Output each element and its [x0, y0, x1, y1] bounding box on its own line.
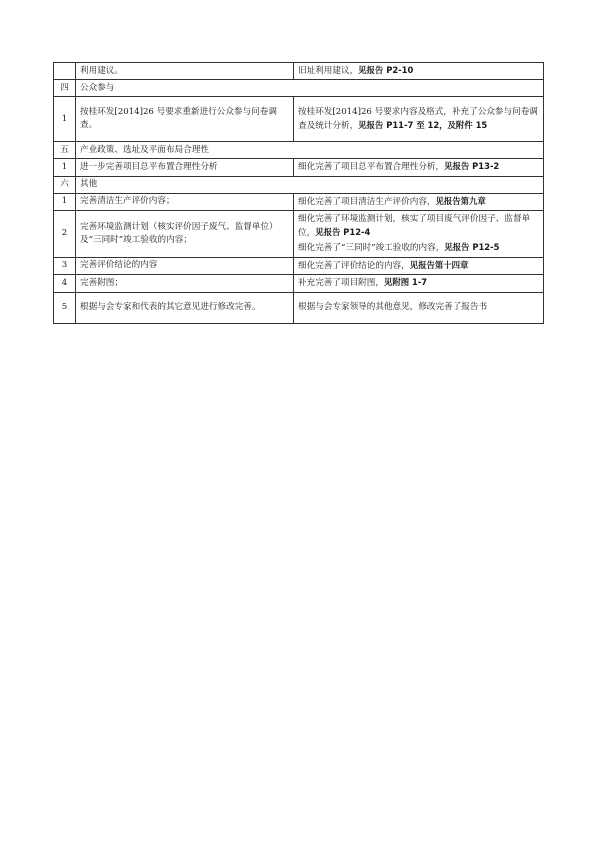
response-text: 细化完善了环境监测计划，核实了项目废气评价因子、监督单位， — [298, 213, 531, 239]
table-row — [54, 159, 544, 176]
review-comment: 进一步完善项目总平布置合理性分析 — [76, 159, 294, 176]
revision-response — [294, 193, 544, 210]
report-reference: 见报告 P13-2 — [444, 161, 500, 172]
report-reference: 见报告 P12-4 — [315, 227, 371, 238]
table-row — [54, 257, 544, 274]
row-number: 1 — [54, 193, 76, 210]
review-comment: 完善环境监测计划（核实评价因子废气、监督单位）及“三同时”竣工验收的内容； — [76, 210, 294, 257]
review-comment: 利用建议。 — [76, 63, 294, 80]
revision-response — [294, 292, 544, 323]
response-text: 细化完善了项目总平布置合理性分析， — [298, 162, 445, 173]
table-row — [54, 275, 544, 292]
row-number: 2 — [54, 210, 76, 257]
section-number: 六 — [54, 176, 76, 193]
review-comment: 根据与会专家和代表的其它意见进行修改完善。 — [76, 292, 294, 323]
report-reference: 见报告 P11-7 至 12，及附件 15 — [358, 119, 488, 130]
response-text: 按桂环发[2014]26 号要求内容及格式，补充了公众参与问卷调查及统计分析， — [298, 106, 538, 131]
revision-response — [294, 97, 544, 142]
review-comment: 按桂环发[2014]26 号要求重新进行公众参与问卷调查。 — [76, 97, 294, 142]
response-text: 细化完善了“三同时”竣工验收的内容， — [298, 242, 445, 253]
revision-response — [294, 275, 544, 292]
review-comment: 完善附图； — [76, 275, 294, 292]
report-reference: 见报告 P12-5 — [444, 241, 500, 252]
response-text: 细化完善了评价结论的内容， — [298, 260, 410, 271]
review-comment: 完善清洁生产评价内容； — [76, 193, 294, 210]
revision-response — [294, 159, 544, 176]
row-number: 3 — [54, 257, 76, 274]
row-number: 1 — [54, 159, 76, 176]
response-text: 细化完善了项目清洁生产评价内容， — [298, 196, 436, 207]
revision-response — [294, 210, 544, 257]
report-reference: 见报告 P2-10 — [358, 65, 414, 75]
row-number: 1 — [54, 97, 76, 142]
table-row — [54, 210, 544, 257]
response-text: 补充完善了项目附图， — [298, 278, 384, 289]
row-number — [54, 63, 76, 80]
table-row — [54, 97, 544, 142]
section-number: 五 — [54, 142, 76, 159]
response-line — [298, 213, 539, 241]
section-title: 公众参与 — [76, 80, 544, 97]
table-row — [54, 193, 544, 210]
section-title: 产业政策、选址及平面布局合理性 — [76, 142, 544, 159]
revision-table — [53, 62, 544, 324]
report-reference: 见报告第十四章 — [409, 259, 469, 270]
row-number: 5 — [54, 292, 76, 323]
section-header-row — [54, 176, 544, 193]
review-comment: 完善评价结论的内容 — [76, 257, 294, 274]
revision-response — [294, 63, 544, 80]
response-text: 根据与会专家领导的其他意见，修改完善了报告书 — [298, 302, 488, 313]
table-row — [54, 292, 544, 323]
report-reference: 见报告第九章 — [435, 195, 486, 206]
section-header-row — [54, 142, 544, 159]
section-header-row — [54, 80, 544, 97]
response-text: 旧址利用建议， — [298, 66, 359, 76]
response-line — [298, 241, 539, 255]
report-reference: 见附图 1-7 — [383, 277, 428, 288]
row-number: 4 — [54, 275, 76, 292]
table-row — [54, 63, 544, 80]
revision-response — [294, 257, 544, 274]
section-title: 其他 — [76, 176, 544, 193]
section-number: 四 — [54, 80, 76, 97]
